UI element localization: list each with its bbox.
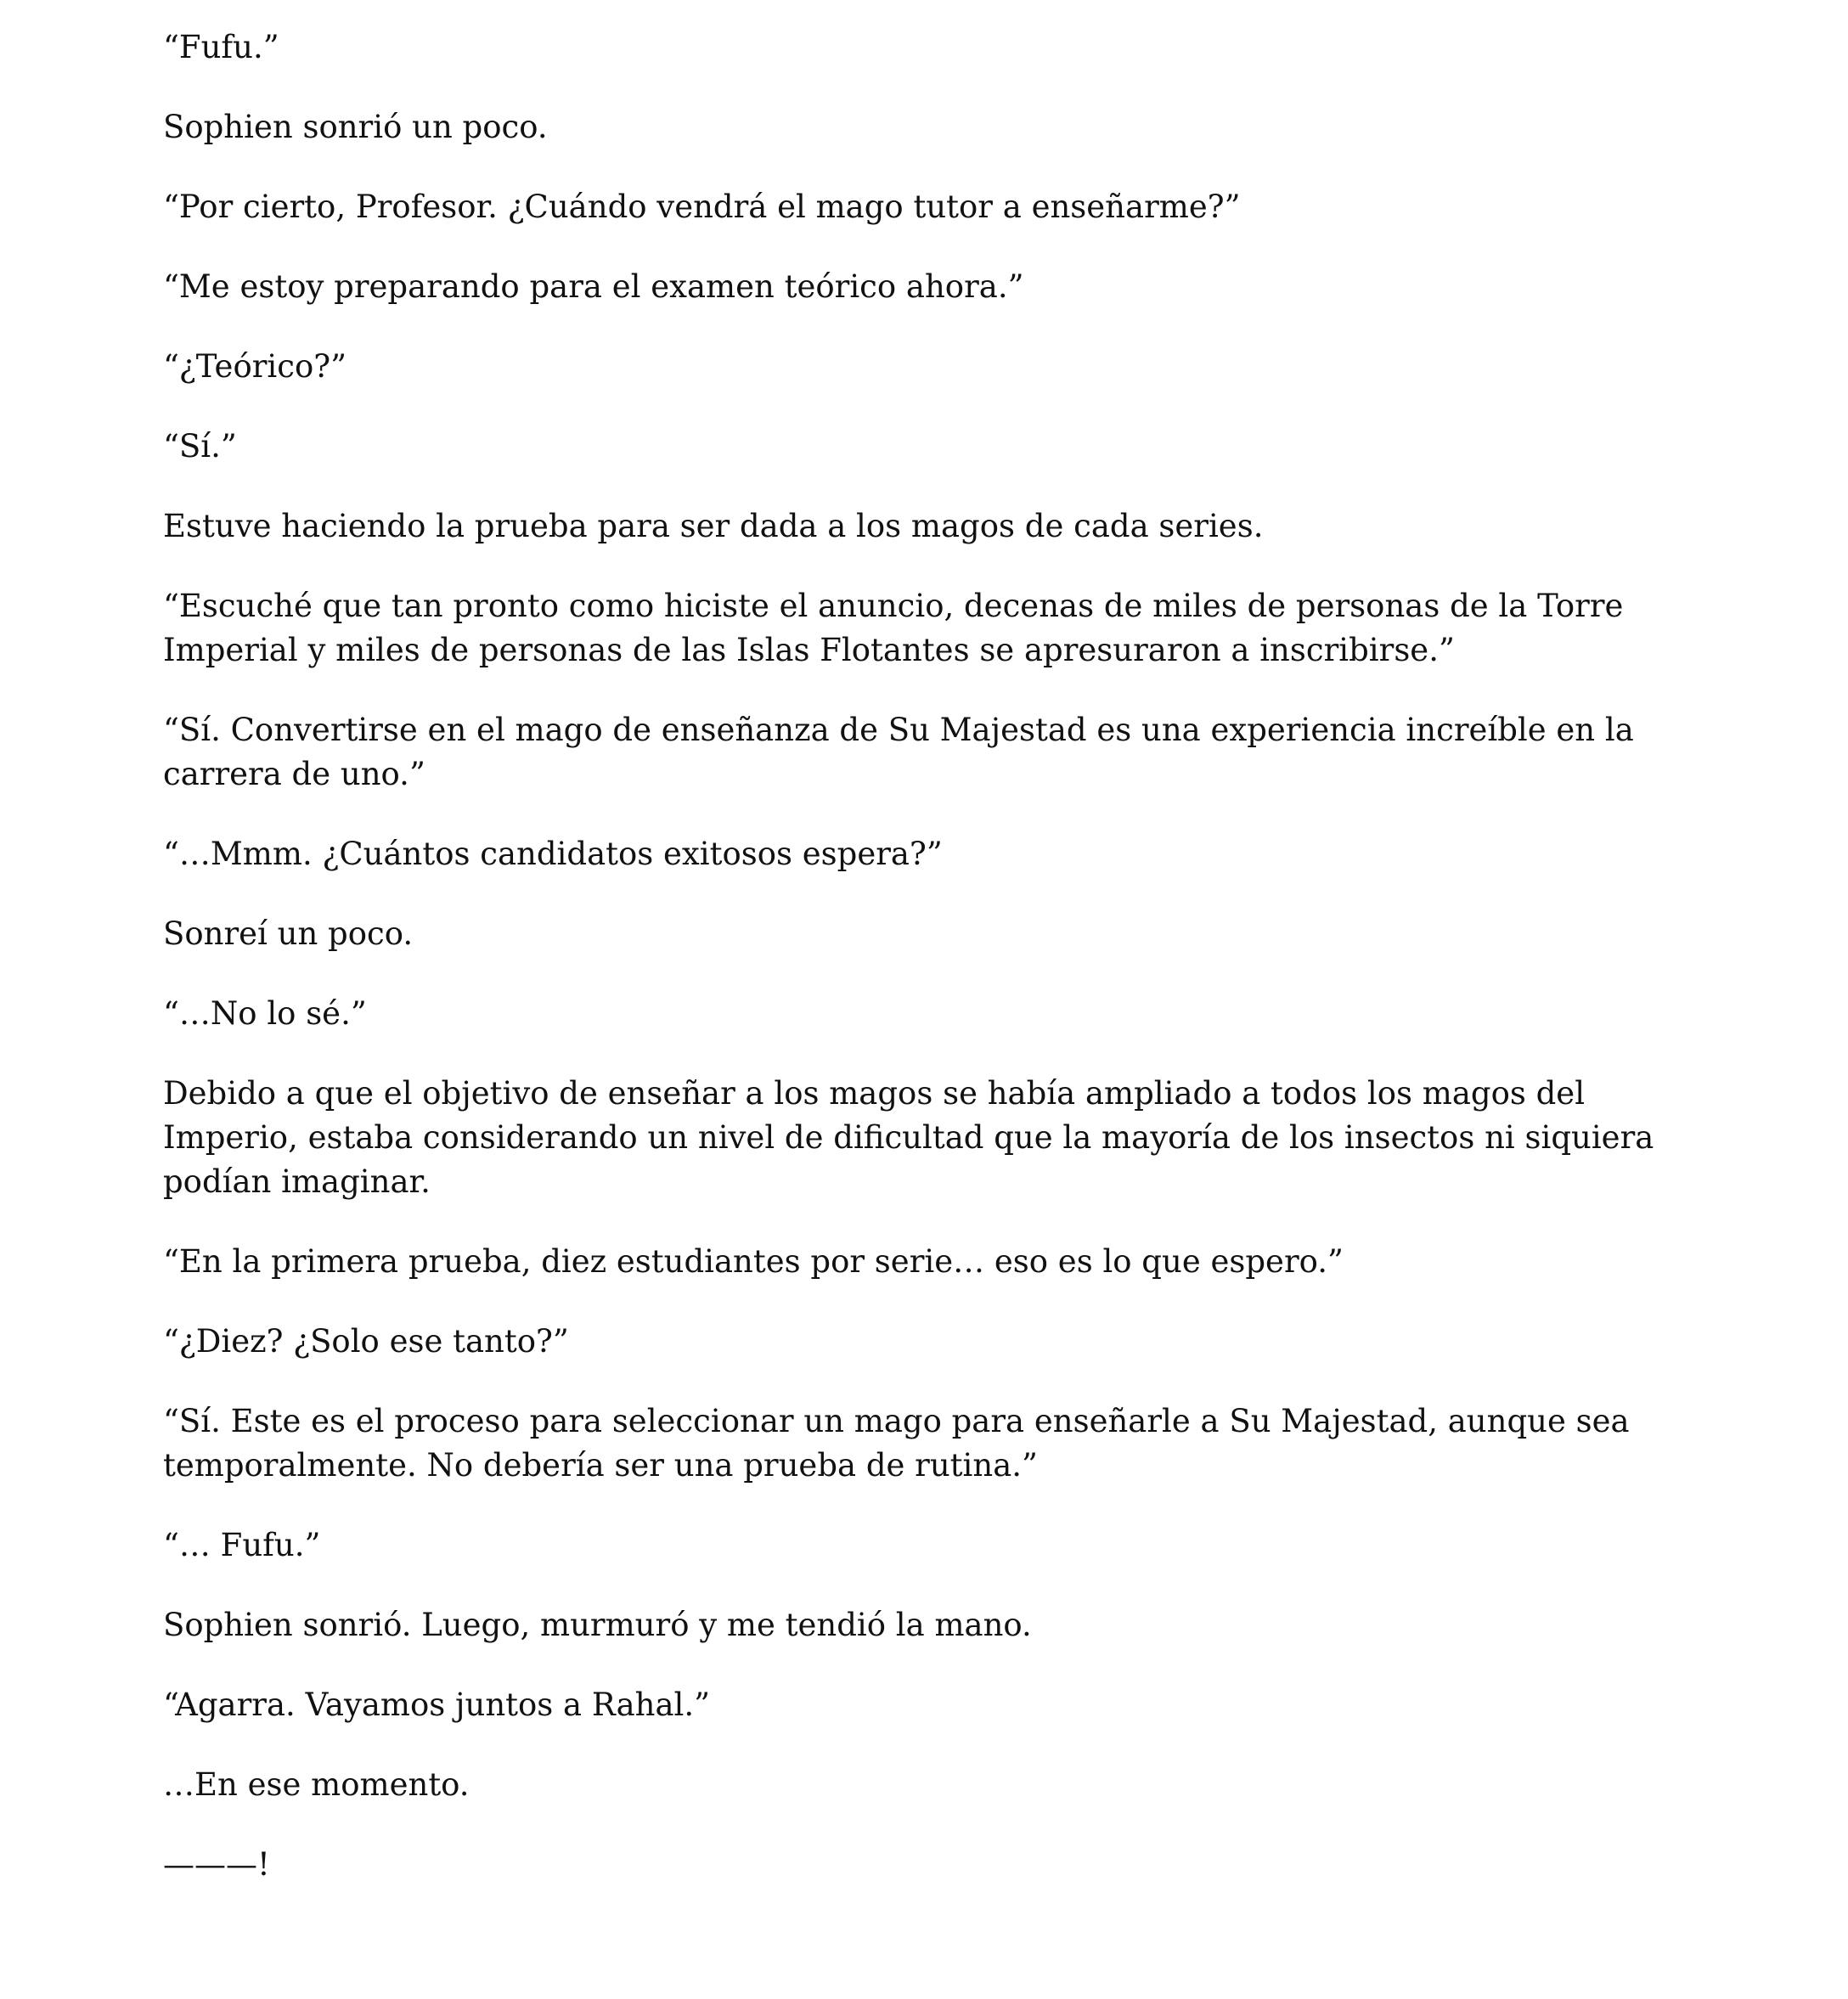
paragraph-5: “¿Teórico?” bbox=[163, 348, 347, 385]
paragraph-15: “¿Diez? ¿Solo ese tanto?” bbox=[163, 1323, 569, 1360]
paragraph-9: “Sí. Convertirse en el mago de enseñanza de Su Majestad es una experiencia increíble en la carrera de uno.” bbox=[163, 712, 1634, 792]
paragraph-17: “… Fufu.” bbox=[163, 1527, 321, 1563]
paragraph-2: Sophien sonrió un poco. bbox=[163, 109, 548, 145]
paragraph-4: “Me estoy preparando para el examen teórico ahora.” bbox=[163, 268, 1024, 305]
paragraph-16: “Sí. Este es el proceso para seleccionar un mago para enseñarle a Su Majestad, aunque sea temporalmente. No debería ser una prueba de rutina.” bbox=[163, 1403, 1630, 1484]
paragraph-3: “Por cierto, Profesor. ¿Cuándo vendrá el mago tutor a enseñarme?” bbox=[163, 189, 1241, 225]
paragraph-13: Debido a que el objetivo de enseñar a los magos se había ampliado a todos los magos del Imperio, estaba considerando un nivel de dificultad que la mayoría de los insectos ni siquiera podían imaginar. bbox=[163, 1075, 1654, 1200]
paragraph-19: “Agarra. Vayamos juntos a Rahal.” bbox=[163, 1686, 711, 1723]
paragraph-18: Sophien sonrió. Luego, murmuró y me tendió la mano. bbox=[163, 1607, 1032, 1643]
paragraph-20: …En ese momento. bbox=[163, 1766, 470, 1803]
paragraph-1: “Fufu.” bbox=[163, 29, 279, 65]
document-body bbox=[163, 25, 1692, 1887]
paragraph-6: “Sí.” bbox=[163, 428, 237, 465]
paragraph-7: Estuve haciendo la prueba para ser dada a los magos de cada series. bbox=[163, 508, 1264, 544]
final-exclamation-line: ———! bbox=[163, 1846, 270, 1883]
paragraph-14: “En la primera prueba, diez estudiantes por serie… eso es lo que espero.” bbox=[163, 1243, 1344, 1280]
paragraph-8: “Escuché que tan pronto como hiciste el anuncio, decenas de miles de personas de la Torre Imperial y miles de personas de las Islas Flotantes se apresuraron a inscribirse.” bbox=[163, 588, 1624, 668]
paragraph-10: “…Mmm. ¿Cuántos candidatos exitosos espera?” bbox=[163, 836, 943, 872]
paragraph-12: “…No lo sé.” bbox=[163, 995, 367, 1032]
paragraph-11: Sonreí un poco. bbox=[163, 915, 414, 952]
